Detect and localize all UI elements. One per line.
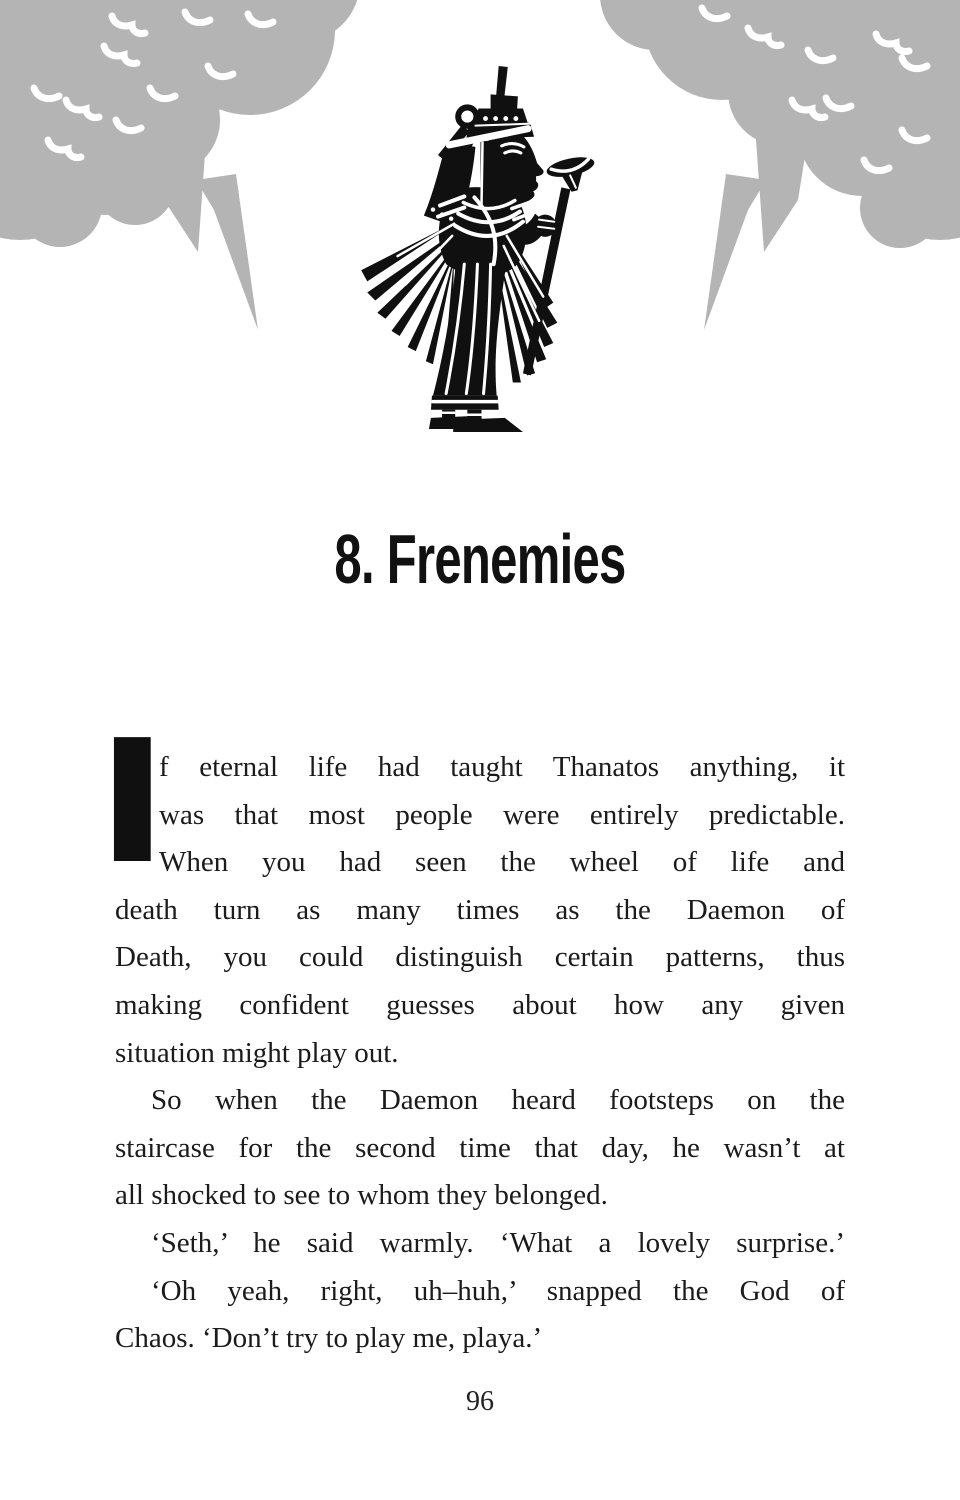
drop-cap: I (96, 704, 169, 902)
deity-detail-lines (398, 116, 594, 415)
text-line: Chaos. ‘Don’t try to play me, playa.’ (115, 1322, 543, 1355)
text-line: was that most people were entirely predictable. (159, 798, 845, 831)
text-line: When you had seen the wheel of life and (159, 846, 845, 879)
text-line: ‘Oh yeah, right, uh–huh,’ snapped the God of (151, 1274, 845, 1307)
cloud-swirls-left (34, 12, 273, 158)
storm-cloud-right (600, 0, 960, 248)
storm-clouds-illustration (0, 0, 960, 470)
deity-illustration (353, 64, 611, 434)
lightning-bolt-left (150, 112, 258, 330)
cloud-swirls-right (702, 8, 927, 171)
text-line: death turn as many times as the Daemon of (115, 893, 845, 926)
text-line: Death, you could distinguish certain patterns, thus (115, 941, 845, 974)
lightning-bolt-right (704, 112, 812, 330)
deity-silhouette (361, 66, 599, 432)
text-line: So when the Daemon heard footsteps on the (151, 1084, 845, 1117)
chapter-title: 8. Frenemies (334, 520, 626, 598)
text-line: ‘Seth,’ he said warmly. ‘What a lovely surprise.’ (151, 1226, 845, 1259)
storm-cloud-left (0, 0, 360, 247)
body-text (96, 704, 845, 1363)
page-number: 96 (466, 1386, 494, 1417)
text-line: all shocked to see to whom they belonged. (115, 1179, 608, 1212)
text-line: making confident guesses about how any given (115, 988, 845, 1021)
text-line: f eternal life had taught Thanatos anything, it (159, 751, 845, 783)
text-line: situation might play out. (115, 1036, 399, 1069)
text-line: staircase for the second time that day, he wasn’t at (115, 1131, 845, 1164)
